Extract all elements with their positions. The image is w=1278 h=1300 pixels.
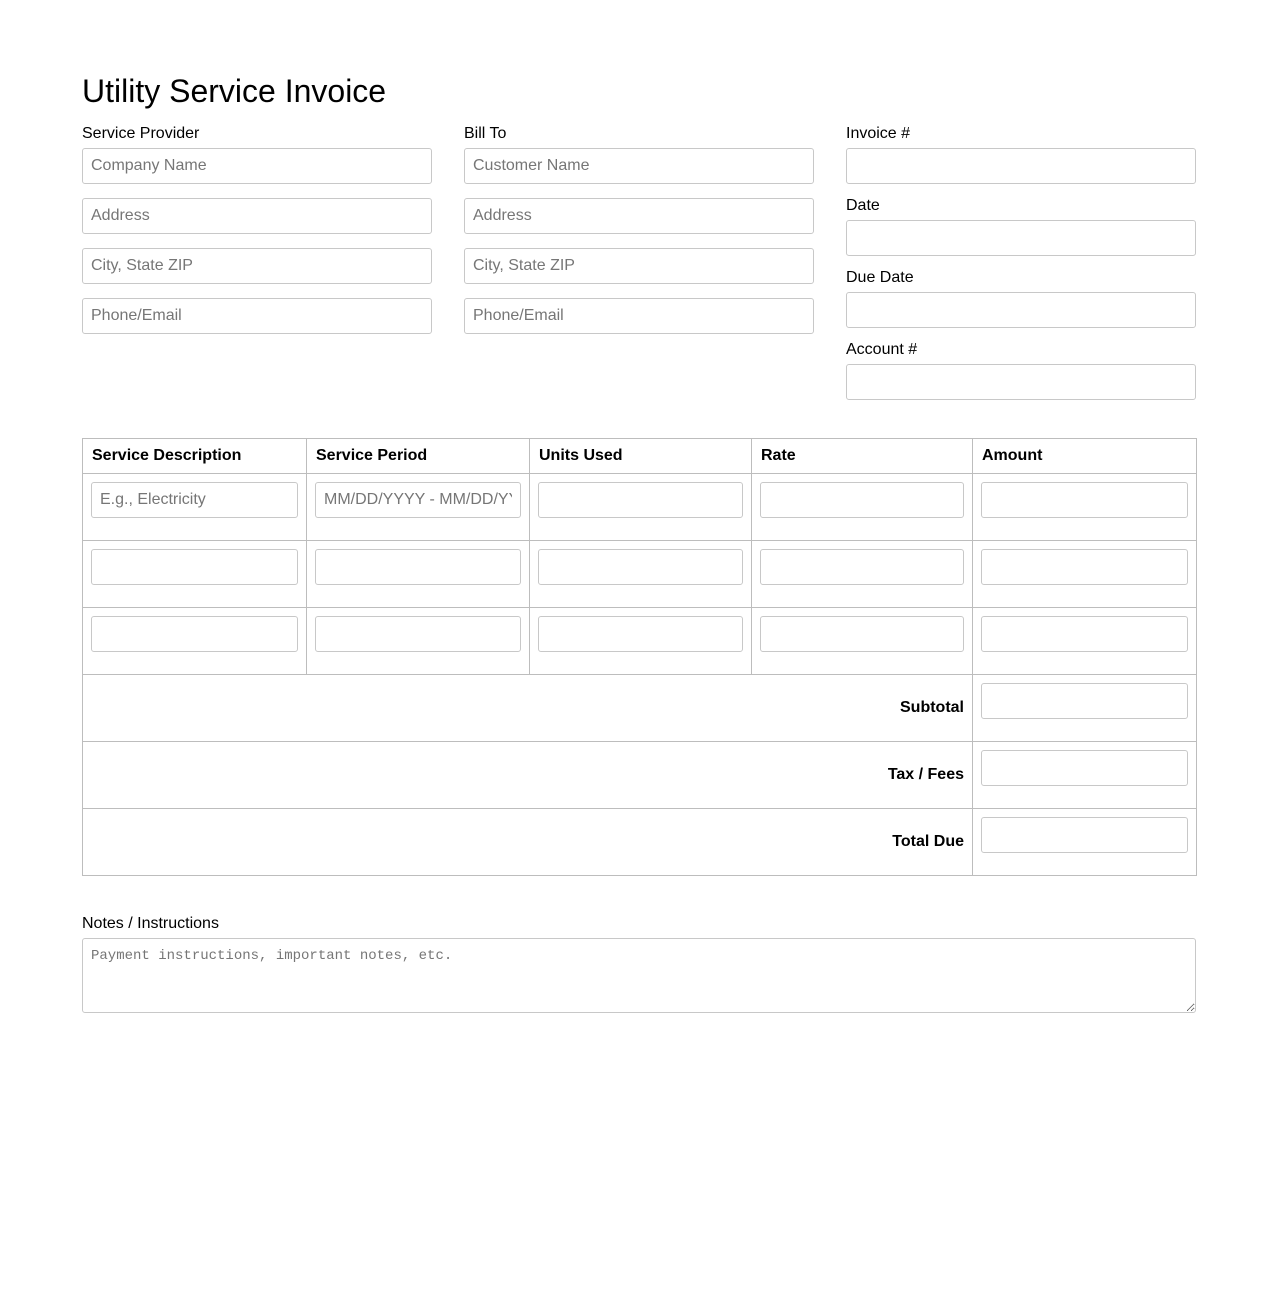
table-row <box>83 474 1197 541</box>
amount-input[interactable] <box>981 549 1188 585</box>
service-period-input[interactable] <box>315 482 521 518</box>
date-input[interactable] <box>846 220 1196 256</box>
service-description-input[interactable] <box>91 482 298 518</box>
account-number-label: Account # <box>846 341 918 358</box>
subtotal-input[interactable] <box>981 683 1188 719</box>
customer-city-state-zip-input[interactable] <box>464 248 814 284</box>
total-due-input[interactable] <box>981 817 1188 853</box>
account-number-input[interactable] <box>846 364 1196 400</box>
bill-to-label: Bill To <box>464 125 507 142</box>
customer-name-input[interactable] <box>464 148 814 184</box>
table-row <box>83 541 1197 608</box>
invoice-number-input[interactable] <box>846 148 1196 184</box>
invoice-number-group <box>846 124 1196 184</box>
invoice-number-label: Invoice # <box>846 125 911 142</box>
customer-phone-email-input[interactable] <box>464 298 814 334</box>
service-period-input[interactable] <box>315 616 521 652</box>
date-group <box>846 196 1196 256</box>
due-date-label: Due Date <box>846 269 914 286</box>
units-used-input[interactable] <box>538 482 743 518</box>
page-title: Utility Service Invoice <box>82 73 387 109</box>
tax-fees-label: Tax / Fees <box>83 742 973 809</box>
header-units-used: Units Used <box>530 439 752 474</box>
line-items-table <box>82 438 1197 876</box>
service-period-input[interactable] <box>315 549 521 585</box>
rate-input[interactable] <box>760 616 964 652</box>
provider-phone-email-input[interactable] <box>82 298 432 334</box>
notes-textarea[interactable] <box>82 938 1196 1013</box>
header-rate: Rate <box>752 439 973 474</box>
customer-address-input[interactable] <box>464 198 814 234</box>
notes-label: Notes / Instructions <box>82 915 219 932</box>
amount-input[interactable] <box>981 616 1188 652</box>
tax-fees-input[interactable] <box>981 750 1188 786</box>
notes-section <box>82 914 1196 1013</box>
table-header-row <box>83 439 1197 474</box>
header-service-period: Service Period <box>307 439 530 474</box>
service-description-input[interactable] <box>91 549 298 585</box>
account-number-group <box>846 340 1196 400</box>
provider-address-input[interactable] <box>82 198 432 234</box>
subtotal-row <box>83 675 1197 742</box>
due-date-input[interactable] <box>846 292 1196 328</box>
rate-input[interactable] <box>760 482 964 518</box>
subtotal-label: Subtotal <box>83 675 973 742</box>
units-used-input[interactable] <box>538 616 743 652</box>
due-date-group <box>846 268 1196 328</box>
invoice-meta-section <box>846 124 1196 412</box>
table-row <box>83 608 1197 675</box>
header-service-description: Service Description <box>83 439 307 474</box>
amount-input[interactable] <box>981 482 1188 518</box>
header-amount: Amount <box>973 439 1197 474</box>
total-due-label: Total Due <box>83 809 973 876</box>
tax-fees-row <box>83 742 1197 809</box>
units-used-input[interactable] <box>538 549 743 585</box>
total-due-row <box>83 809 1197 876</box>
date-label: Date <box>846 197 880 214</box>
service-provider-label: Service Provider <box>82 125 200 142</box>
provider-city-state-zip-input[interactable] <box>82 248 432 284</box>
provider-company-name-input[interactable] <box>82 148 432 184</box>
service-provider-section <box>82 124 432 348</box>
rate-input[interactable] <box>760 549 964 585</box>
bill-to-section <box>464 124 814 348</box>
service-description-input[interactable] <box>91 616 298 652</box>
